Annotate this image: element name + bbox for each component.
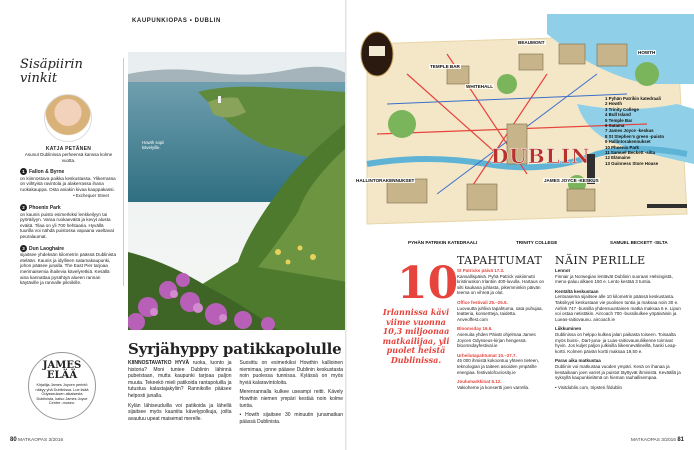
legend-item: 11 Samuel Beckett -silta <box>605 150 656 156</box>
event-item: Office festivali 25.–25.5. Luovuutta juhliva tapahtuma, sata puhujaa, teatteria, konsertteja, taidetta. Anveoffest.com <box>457 299 543 322</box>
tip-address: • Exchequer Street <box>73 193 109 199</box>
map-label-james-joyce: JAMES JOYCE -KESKUS <box>544 178 599 183</box>
map-label-beckett-bridge: SAMUEL BECKETT -SILTA <box>610 240 668 245</box>
tip-title: Dun Laoghaire <box>29 245 65 252</box>
legend-item: 13 Guinness Store House <box>605 160 659 166</box>
howth-cliff-photo <box>128 52 347 330</box>
event-item: Urheilutapahtumat 10.–27.7. 45 000 ihmistä kokoontuu yhteen tieteen, teknologian ja taiteen asioiden ympärille energiaa. festivalofcuriosity.ie <box>457 352 540 375</box>
folio-right: MATKAOPAS 3/2016 81 <box>630 437 684 443</box>
map-label-temple-bar: TEMPLE BAR <box>430 64 460 69</box>
tips-title: Sisäpiirin vinkit <box>20 57 83 86</box>
events-heading: TAPAHTUMAT <box>457 254 543 267</box>
tip-title: Phoenix Park <box>29 204 61 211</box>
photo-caption: Howth sopii kävelyille. <box>142 140 165 150</box>
legend-item: 6 Satama <box>605 123 625 129</box>
body-paragraph: Merenrannalla kulkee useampi reitti. Kävely Howthin niemen ympäri kestää noin kolme tuntia. <box>239 389 343 409</box>
legend-item: 10 Phoenix Park <box>605 144 639 150</box>
travel-info <box>555 268 683 394</box>
body-paragraph: KIINNOSTAVATKO HYVÄ ruoka, luonto ja historia? Moni tuntee Dublinin lähinnä pubeistaan, mutta kaupunki tarjoaa paljon muuta. Tekeekö mieli patikoida rantapoluilla ja tutustua kalastajakyliin? Rannikolle pääsee helposti junalla. <box>128 360 232 399</box>
travel-item: Liikkuminen Dublinissa on helppo kulkea jalan paikasta toiseen. Toisaalta myös bussi-, Dart-juna- ja Luas-raitiovaunuliikenne toimivat hyvin. Jos kuljet paljon julkisilla liikennevälineillä, hanki Leap-kortti. Kolmen päivän kortti maksaa 19,50 e. <box>555 326 677 354</box>
map-legend <box>605 96 689 166</box>
legend-item: 2 Howth <box>605 101 623 107</box>
events-list <box>457 268 547 394</box>
body-paragraph: Suosittu on esimerkiksi Howthin kallioinen niemimaa, jonne pääsee Dublinin keskustasta noin puolessa tunnissa. Kylässä on myös hyviä kalaravintoloita. <box>239 360 343 386</box>
insider-tips-sidebar <box>20 58 124 286</box>
tip-number: 3 <box>20 245 27 252</box>
author-description: Asunut Dublinissa perheensä kanssa kolme vuotta. <box>24 152 113 163</box>
folio-left: 80 MATKAOPAS 3/2016 <box>10 437 64 443</box>
pull-quote: Irlannissa kävi viime vuonna 10,3 miljoonaa matkailijaa, yli puolet heistä Dublinissa. <box>382 307 450 365</box>
article-body <box>128 360 343 427</box>
legend-item: 7 James Joyce -keskus <box>605 128 654 134</box>
map-label-trinity: TRINITY COLLEGE <box>516 240 558 245</box>
legend-item: 8 St Stephen's green -puisto <box>605 133 665 139</box>
event-item: Bloomsday 16.6. Asenuita yhden Päivät ohjelmaa James Joycen Odysseus-kirjan hengessä. bloomsdayfestival.ie <box>457 326 536 349</box>
map-label-beaumont: BEAUMONT <box>518 40 545 45</box>
map-city-label: DUBLIN <box>491 144 591 168</box>
article-headline: Syrjähyppy patikkapolulle <box>128 340 342 358</box>
map-label-hallintorakennukset: HALLINTORAKENNUKSET <box>356 178 415 183</box>
tip-item <box>20 204 117 240</box>
tip-item <box>20 168 117 199</box>
james-joyce-badge <box>28 352 96 420</box>
legend-item: 12 Elämaine <box>605 155 631 161</box>
tip-number: 2 <box>20 204 27 211</box>
right-page <box>347 0 694 450</box>
legend-item: 1 Pyhän Patrikin katedraali <box>605 96 661 101</box>
tip-title: Fallon & Byrne <box>29 169 65 175</box>
body-note: • Howth sijaitsee 30 minuutin junamatkan päässä Dublinista. <box>239 412 343 425</box>
badge-text: Kirjailija James Joycen perintö näkyy yhä Dublinissa. Lue lisää Odysseuksen aikaisesta Dublinista, katso James Joyce Centre -museo. <box>35 383 89 406</box>
travel-item: • Visitdublin.com, tripsteri.fi/dublin <box>555 384 623 390</box>
travel-item: Lennot Finnair ja Norwegian lentävät Dublinin suoraan Helsingistä, meno-paluu alkaen 150 e. Lento kestää 3 tuntia. <box>555 268 673 285</box>
tip-number: 1 <box>20 168 27 175</box>
travel-item: Paras aika matkustaa Dublinin voi matkustaa vuoden ympäri. Kesä on ihanaa ja kesäaikaan joen varret ja puistot täyttyvät ihmisistä. Keväällä ja syksyllä kaupunkielämä on hieman rauhallisempaa. <box>555 358 681 381</box>
tip-item <box>20 245 117 286</box>
legend-item: 5 Temple Bar <box>605 117 633 123</box>
body-paragraph: Kylän lähiseuduilla voi patikoida ja lähellä sijaitsee myös kauniita kävelypolkuja, joilta avautuu upeat maisemat merelle. <box>128 402 232 422</box>
legend-item: 4 Bull Island <box>605 112 631 118</box>
map-label-st-patricks: PYHÄN PATRIKIN KATEDRAALI <box>408 240 478 245</box>
tip-text: on kaunis puisto esimerkiksi lenkkeilyyn tai pyöräilyyn. Varaa ruokaeväitä ja kevyt alusta eväitä. Tilaa on yli 700 hehtaaria. Hyvällä tuurilla voi nähdä puistossa vapaana vaeltavat peuralaumat. <box>20 211 114 239</box>
event-item: St Patricks päivä 17.3. Kansallispäivä. Pyhä Patrick vakiinnutti kristinuskon Irlantiin 400-luvulla. Hartaus on silti kaukana juhlasta, pikemminkin päivän teema on vihreä ja olut. <box>457 268 545 296</box>
section-kicker: KAUPUNKIOPAS • DUBLIN <box>132 18 221 24</box>
travel-item: Kentältä keskustaan Lentoasema sijaitsee alle 10 kilometrin päässä keskustasta. Taksikyyti keskustaan vie puolisen tuntia ja maksaa noin 30 e. Airlink 747 -bussilla yhdensuuntainen matka maksaa 6 e. Lipun voi ostaa netistäkin. Aircoach 700 -bussikulkee yöpäiväisin ja Lueas-raitiovaunu. aircoach.ie <box>555 288 681 322</box>
badge-title: JAMES ELÄÄ <box>42 360 82 381</box>
tip-text: on kiinnostava paikka keskustassa. Ylikerrassa on viihtyisä ravintola ja alakerrassa ihana ruokakauppa. Osta aniakin kivaa kauppakassi. <box>20 175 116 192</box>
legend-item: 9 Hallintorakennukset <box>605 139 651 145</box>
legend-item: 3 Trinity College <box>605 106 639 112</box>
travel-heading: NÄIN PERILLE <box>555 254 646 267</box>
author-avatar <box>44 94 92 142</box>
map-label-howth: HOWTH <box>638 50 656 55</box>
big-number: 10 <box>397 258 459 309</box>
event-item: Joulumarkkinat 5.12. Vakioheme ja konsertti joen varrella. <box>457 379 530 390</box>
tip-text: sijaitsee yhdeksän kilometrin päässä Dublinista etelään. Kaunis ja idyllinen satamakaupunki, johon pääsee junalla. The East Pier tarjoaa merimaisemia ihailevia kävelyretkiä. Kesällä aina kannattaa pysähtyä alueen rannan käytäville ja rannalle piknikille. <box>20 252 117 286</box>
author-name: KATJA PETÄNEN <box>45 146 92 152</box>
map-label-whitehall: WHITEHALL <box>466 84 494 89</box>
